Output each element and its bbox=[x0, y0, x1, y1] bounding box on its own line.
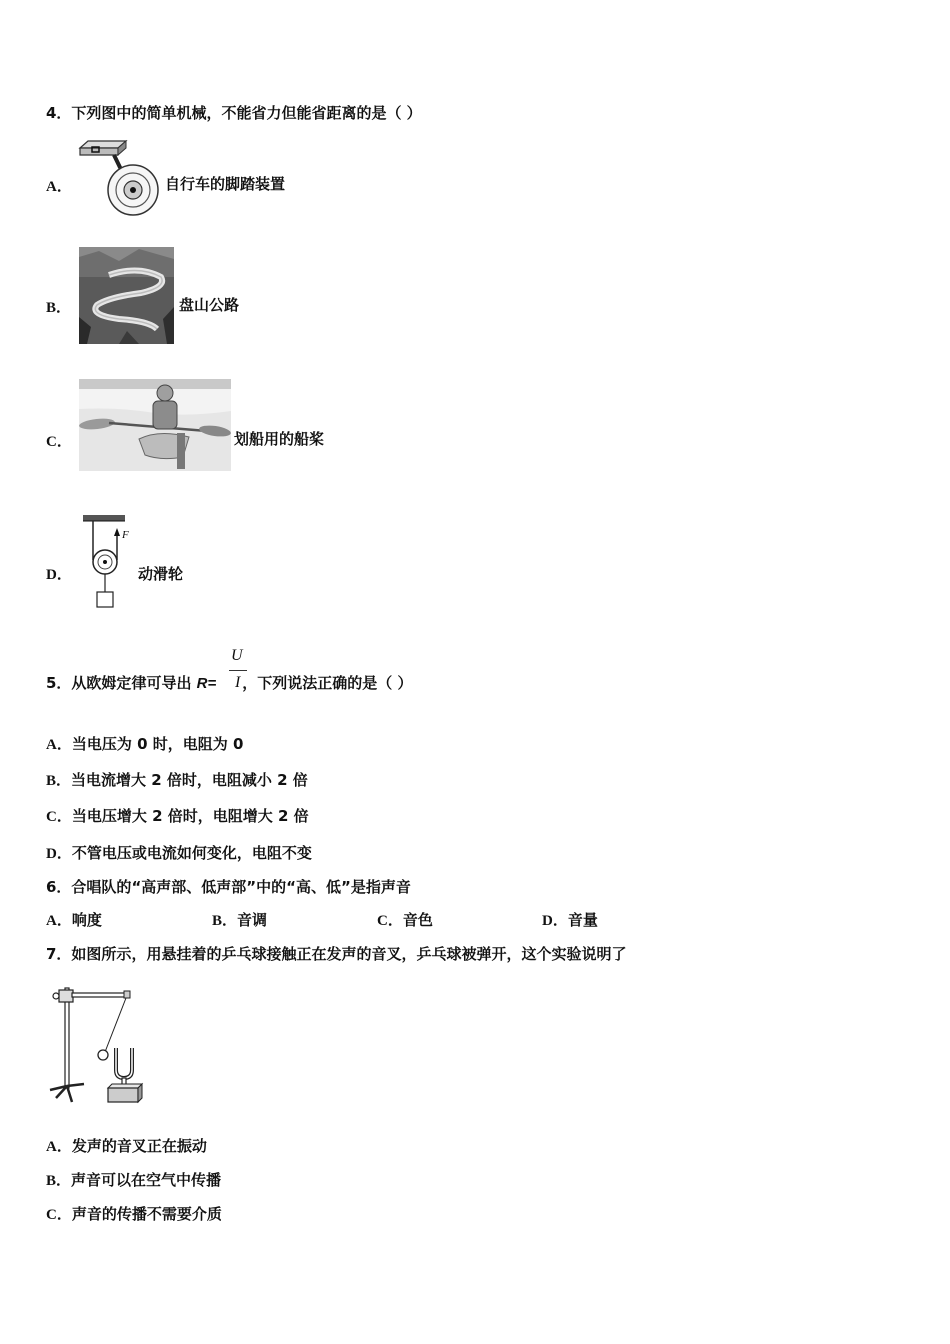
q7-option-a-letter: A． bbox=[46, 1139, 72, 1155]
q4-option-b-caption: 盘山公路 bbox=[179, 296, 240, 314]
movable-pulley-figure bbox=[80, 512, 132, 610]
q6-option-d-letter: D． bbox=[542, 913, 568, 929]
q6-option-c bbox=[377, 909, 433, 930]
q7-option-a-text: 发声的音叉正在振动 bbox=[71, 1137, 207, 1155]
q6-option-c-text: 音色 bbox=[402, 911, 433, 929]
q5-option-d bbox=[46, 842, 312, 863]
q5-formula-fraction-bar bbox=[229, 670, 247, 671]
q6-option-a-letter: A． bbox=[46, 913, 72, 929]
q4-option-a-letter: A． bbox=[46, 179, 72, 195]
q5-option-b-letter: B． bbox=[46, 773, 72, 789]
q7-option-c bbox=[46, 1203, 222, 1224]
mountain-road-photo bbox=[79, 247, 174, 344]
q7-option-b-text: 声音可以在空气中传播 bbox=[71, 1171, 222, 1189]
svg-text:F: F bbox=[122, 529, 129, 541]
q4-option-d-caption: 动滑轮 bbox=[138, 565, 184, 583]
rowing-oar-photo bbox=[79, 379, 231, 471]
q5-option-d-text: 不管电压或电流如何变化，电阻不变 bbox=[71, 844, 312, 862]
q5-option-b-text: 当电流增大 2 倍时，电阻减小 2 倍 bbox=[71, 771, 308, 789]
q4-option-a-caption: 自行车的脚踏装置 bbox=[165, 175, 286, 193]
q6-option-a bbox=[46, 909, 102, 930]
q5-option-a-letter: A． bbox=[46, 737, 72, 753]
q4-option-d-letter: D． bbox=[46, 567, 72, 583]
q6-option-d bbox=[542, 909, 598, 930]
q7-option-a bbox=[46, 1135, 207, 1156]
q5-option-c-letter: C． bbox=[46, 809, 72, 825]
q5-option-b bbox=[46, 769, 308, 790]
q6-option-c-letter: C． bbox=[377, 913, 403, 929]
q7-option-b bbox=[46, 1169, 221, 1190]
q4-stem: 4．下列图中的简单机械，不能省力但能省距离的是（ ） bbox=[46, 104, 422, 122]
q7-option-c-text: 声音的传播不需要介质 bbox=[71, 1205, 222, 1223]
q7-option-c-letter: C． bbox=[46, 1207, 72, 1223]
q5-option-c-text: 当电压增大 2 倍时，电阻增大 2 倍 bbox=[71, 807, 309, 825]
q5-stem-suffix: ，下列说法正确的是（ ） bbox=[242, 674, 413, 692]
q6-option-b-letter: B． bbox=[212, 913, 238, 929]
q5-stem bbox=[46, 672, 413, 693]
tuning-fork-experiment-figure bbox=[46, 980, 150, 1108]
q6-option-a-text: 响度 bbox=[71, 911, 102, 929]
q6-option-b-text: 音调 bbox=[237, 911, 268, 929]
q6-option-b bbox=[212, 909, 267, 930]
q5-option-c bbox=[46, 805, 309, 826]
q5-formula-denominator: I bbox=[235, 674, 241, 691]
q4-option-c-caption: 划船用的船桨 bbox=[234, 430, 325, 448]
q5-option-a bbox=[46, 733, 243, 754]
q4-option-c-letter: C． bbox=[46, 434, 72, 450]
q7-option-b-letter: B． bbox=[46, 1173, 72, 1189]
q6-stem: 6．合唱队的“高声部、低声部”中的“高、低”是指声音 bbox=[46, 878, 411, 896]
q6-option-d-text: 音量 bbox=[567, 911, 598, 929]
q7-stem: 7．如图所示，用悬挂着的乒乓球接触正在发声的音叉，乒乓球被弹开，这个实验说明了 bbox=[46, 945, 627, 963]
bicycle-pedal-figure bbox=[78, 138, 163, 220]
q5-option-d-letter: D． bbox=[46, 846, 72, 862]
q5-formula-numerator: U bbox=[231, 647, 243, 664]
q5-formula-lhs: R= bbox=[196, 675, 217, 692]
q5-option-a-text: 当电压为 0 时，电阻为 0 bbox=[71, 735, 244, 753]
q5-stem-prefix: 5．从欧姆定律可导出 bbox=[46, 674, 197, 692]
q4-option-b-letter: B． bbox=[46, 300, 72, 316]
